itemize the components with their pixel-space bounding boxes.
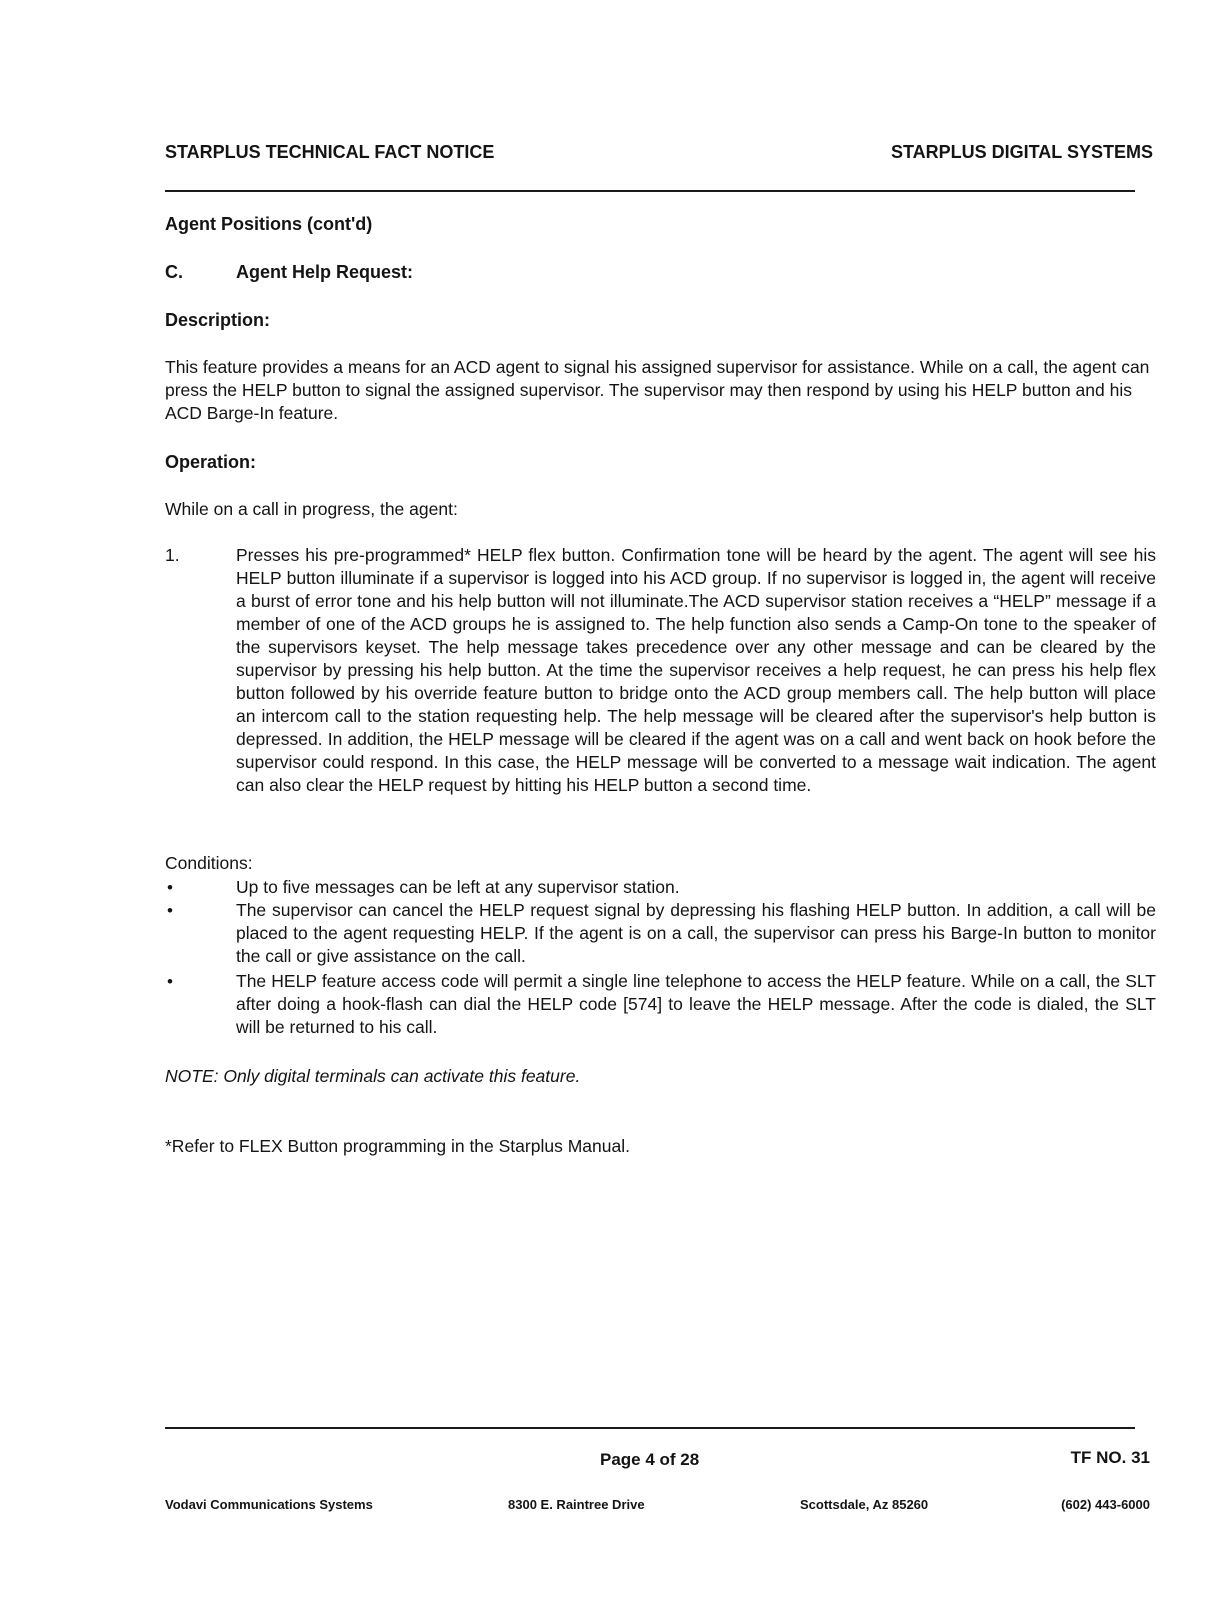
- header-rule: [165, 190, 1135, 192]
- footer-address: 8300 E. Raintree Drive: [508, 1497, 645, 1512]
- subsection-letter: C.: [165, 262, 183, 282]
- description-heading: Description:: [165, 310, 271, 330]
- conditions-heading: Conditions:: [165, 853, 253, 873]
- footnote-text: *Refer to FLEX Button programming in the Starplus Manual.: [165, 1136, 630, 1156]
- subsection-title: Agent Help Request:: [236, 262, 414, 282]
- condition-text: The HELP feature access code will permit a single line telephone to access the HELP feature. While on a call, the SLT after doing a hook-flash can dial the HELP code [574] to leave the HELP message. After the code is dialed, the SLT will be returned to his call.: [236, 971, 1156, 1037]
- note-text: NOTE: Only digital terminals can activate this feature.: [165, 1066, 581, 1086]
- bullet-icon: •: [167, 901, 173, 920]
- header-right-title: STARPLUS DIGITAL SYSTEMS: [890, 142, 1153, 162]
- tf-number: TF NO. 31: [1070, 1448, 1150, 1467]
- condition-text: Up to five messages can be left at any supervisor station.: [236, 877, 680, 897]
- operation-heading: Operation:: [165, 452, 257, 472]
- condition-text: The supervisor can cancel the HELP request signal by depressing his flashing HELP button. In addition, a call will be placed to the agent requesting HELP. If the agent is on a call, the supervisor can press his Barge-In button to monitor the call or give assistance on the call.: [236, 900, 1156, 966]
- description-text: This feature provides a means for an ACD agent to signal his assigned supervisor for assistance. While on a call, the agent can press the HELP button to signal the assigned supervisor. The supervisor may then respond by using his HELP button and his ACD Barge-In feature.: [165, 357, 1150, 423]
- step-text: Presses his pre-programmed* HELP flex button. Confirmation tone will be heard by the agent. The agent will see his HELP button illuminate if a supervisor is logged into his ACD group. If no supervisor is logged in, the agent will receive a burst of error tone and his help button will not illuminate.The ACD supervisor station receives a “HELP” message if a member of one of the ACD groups he is assigned to. The help function also sends a Camp-On tone to the speaker of the supervisors keyset. The help message takes precedence over any other message and can be cleared by the supervisor by pressing his help button. At the time the supervisor receives a help request, he can press his help flex button followed by his override feature button to bridge onto the ACD group members call. The help button will place an intercom call to the station requesting help. The help message will be cleared after the supervisor's help button is depressed. In addition, the HELP message will be cleared if the agent was on a call and went back on hook before the supervisor could respond. In this case, the HELP message will be converted to a message wait indication. The agent can also clear the HELP request by hitting his HELP button a second time.: [236, 545, 1156, 795]
- section-title: Agent Positions (cont'd): [165, 214, 373, 234]
- bullet-icon: •: [167, 878, 173, 897]
- footer-city: Scottsdale, Az 85260: [800, 1497, 929, 1512]
- bullet-icon: •: [167, 972, 173, 991]
- footer-rule: [165, 1427, 1135, 1429]
- step-number: 1.: [165, 545, 180, 565]
- page-number: Page 4 of 28: [600, 1450, 700, 1469]
- header-left-title: STARPLUS TECHNICAL FACT NOTICE: [165, 142, 495, 162]
- footer-company: Vodavi Communications Systems: [165, 1497, 373, 1512]
- operation-intro: While on a call in progress, the agent:: [165, 499, 458, 519]
- footer-phone: (602) 443-6000: [1061, 1497, 1150, 1512]
